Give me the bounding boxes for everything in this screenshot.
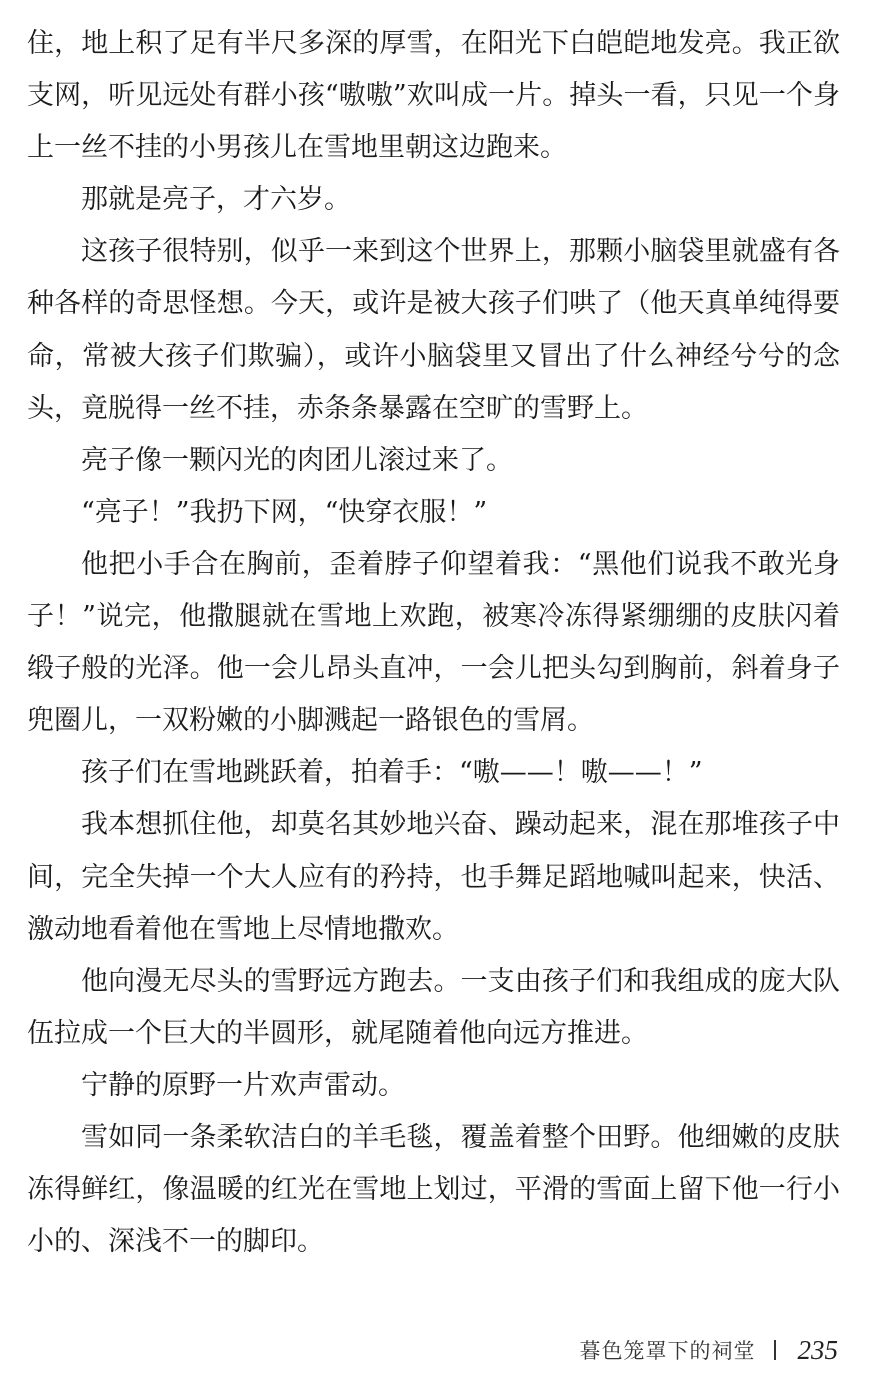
page-body <box>27 18 840 1268</box>
paragraph-6: 他把小手合在胸前，歪着脖子仰望着我：“黑他们说我不敢光身子！”说完，他撒腿就在雪地上欢跑，被寒冷冻得紧绷绷的皮肤闪着缎子般的光泽。他一会儿昂头直冲，一会儿把头勾到胸前，斜着身子兜圈儿，一双粉嫩的小脚溅起一路银色的雪屑。 <box>27 548 840 737</box>
page-number: 235 <box>797 1334 838 1365</box>
paragraph-11: 雪如同一条柔软洁白的羊毛毯，覆盖着整个田野。他细嫩的皮肤冻得鲜红，像温暖的红光在雪地上划过，平滑的雪面上留下他一行小小的、深浅不一的脚印。 <box>27 1121 840 1258</box>
paragraph-1: 住，地上积了足有半尺多深的厚雪，在阳光下白皑皑地发亮。我正欲支网，听见远处有群小孩“嗷嗷”欢叫成一片。掉头一看，只见一个身上一丝不挂的小男孩儿在雪地里朝这边跑来。 <box>27 28 840 164</box>
paragraph-2: 那就是亮子，才六岁。 <box>81 184 351 216</box>
paragraph-7: 孩子们在雪地跳跃着，拍着手：“嗷——！嗷——！” <box>81 757 703 789</box>
paragraph-9: 他向漫无尽头的雪野远方跑去。一支由孩子们和我组成的庞大队伍拉成一个巨大的半圆形，就尾随着他向远方推进。 <box>27 965 840 1049</box>
paragraph-10: 宁静的原野一片欢声雷动。 <box>81 1069 405 1101</box>
paragraph-8: 我本想抓住他，却莫名其妙地兴奋、躁动起来，混在那堆孩子中间，完全失掉一个大人应有的矜持，也手舞足蹈地喊叫起来，快活、激动地看着他在雪地上尽情地撒欢。 <box>27 809 840 945</box>
paragraph-5: “亮子！”我扔下网，“快穿衣服！” <box>81 496 488 528</box>
paragraph-3: 这孩子很特别，似乎一来到这个世界上，那颗小脑袋里就盛有各种各样的奇思怪想。今天，或许是被大孩子们哄了（他天真单纯得要命，常被大孩子们欺骗），或许小脑袋里又冒出了什么神经兮兮的念头，竟脱得一丝不挂，赤条条暴露在空旷的雪野上。 <box>27 236 840 424</box>
page-footer <box>580 1332 839 1368</box>
paragraph-4: 亮子像一颗闪光的肉团儿滚过来了。 <box>81 444 513 476</box>
footer-divider <box>774 1340 776 1360</box>
running-title: 暮色笼罩下的祠堂 <box>579 1339 756 1363</box>
